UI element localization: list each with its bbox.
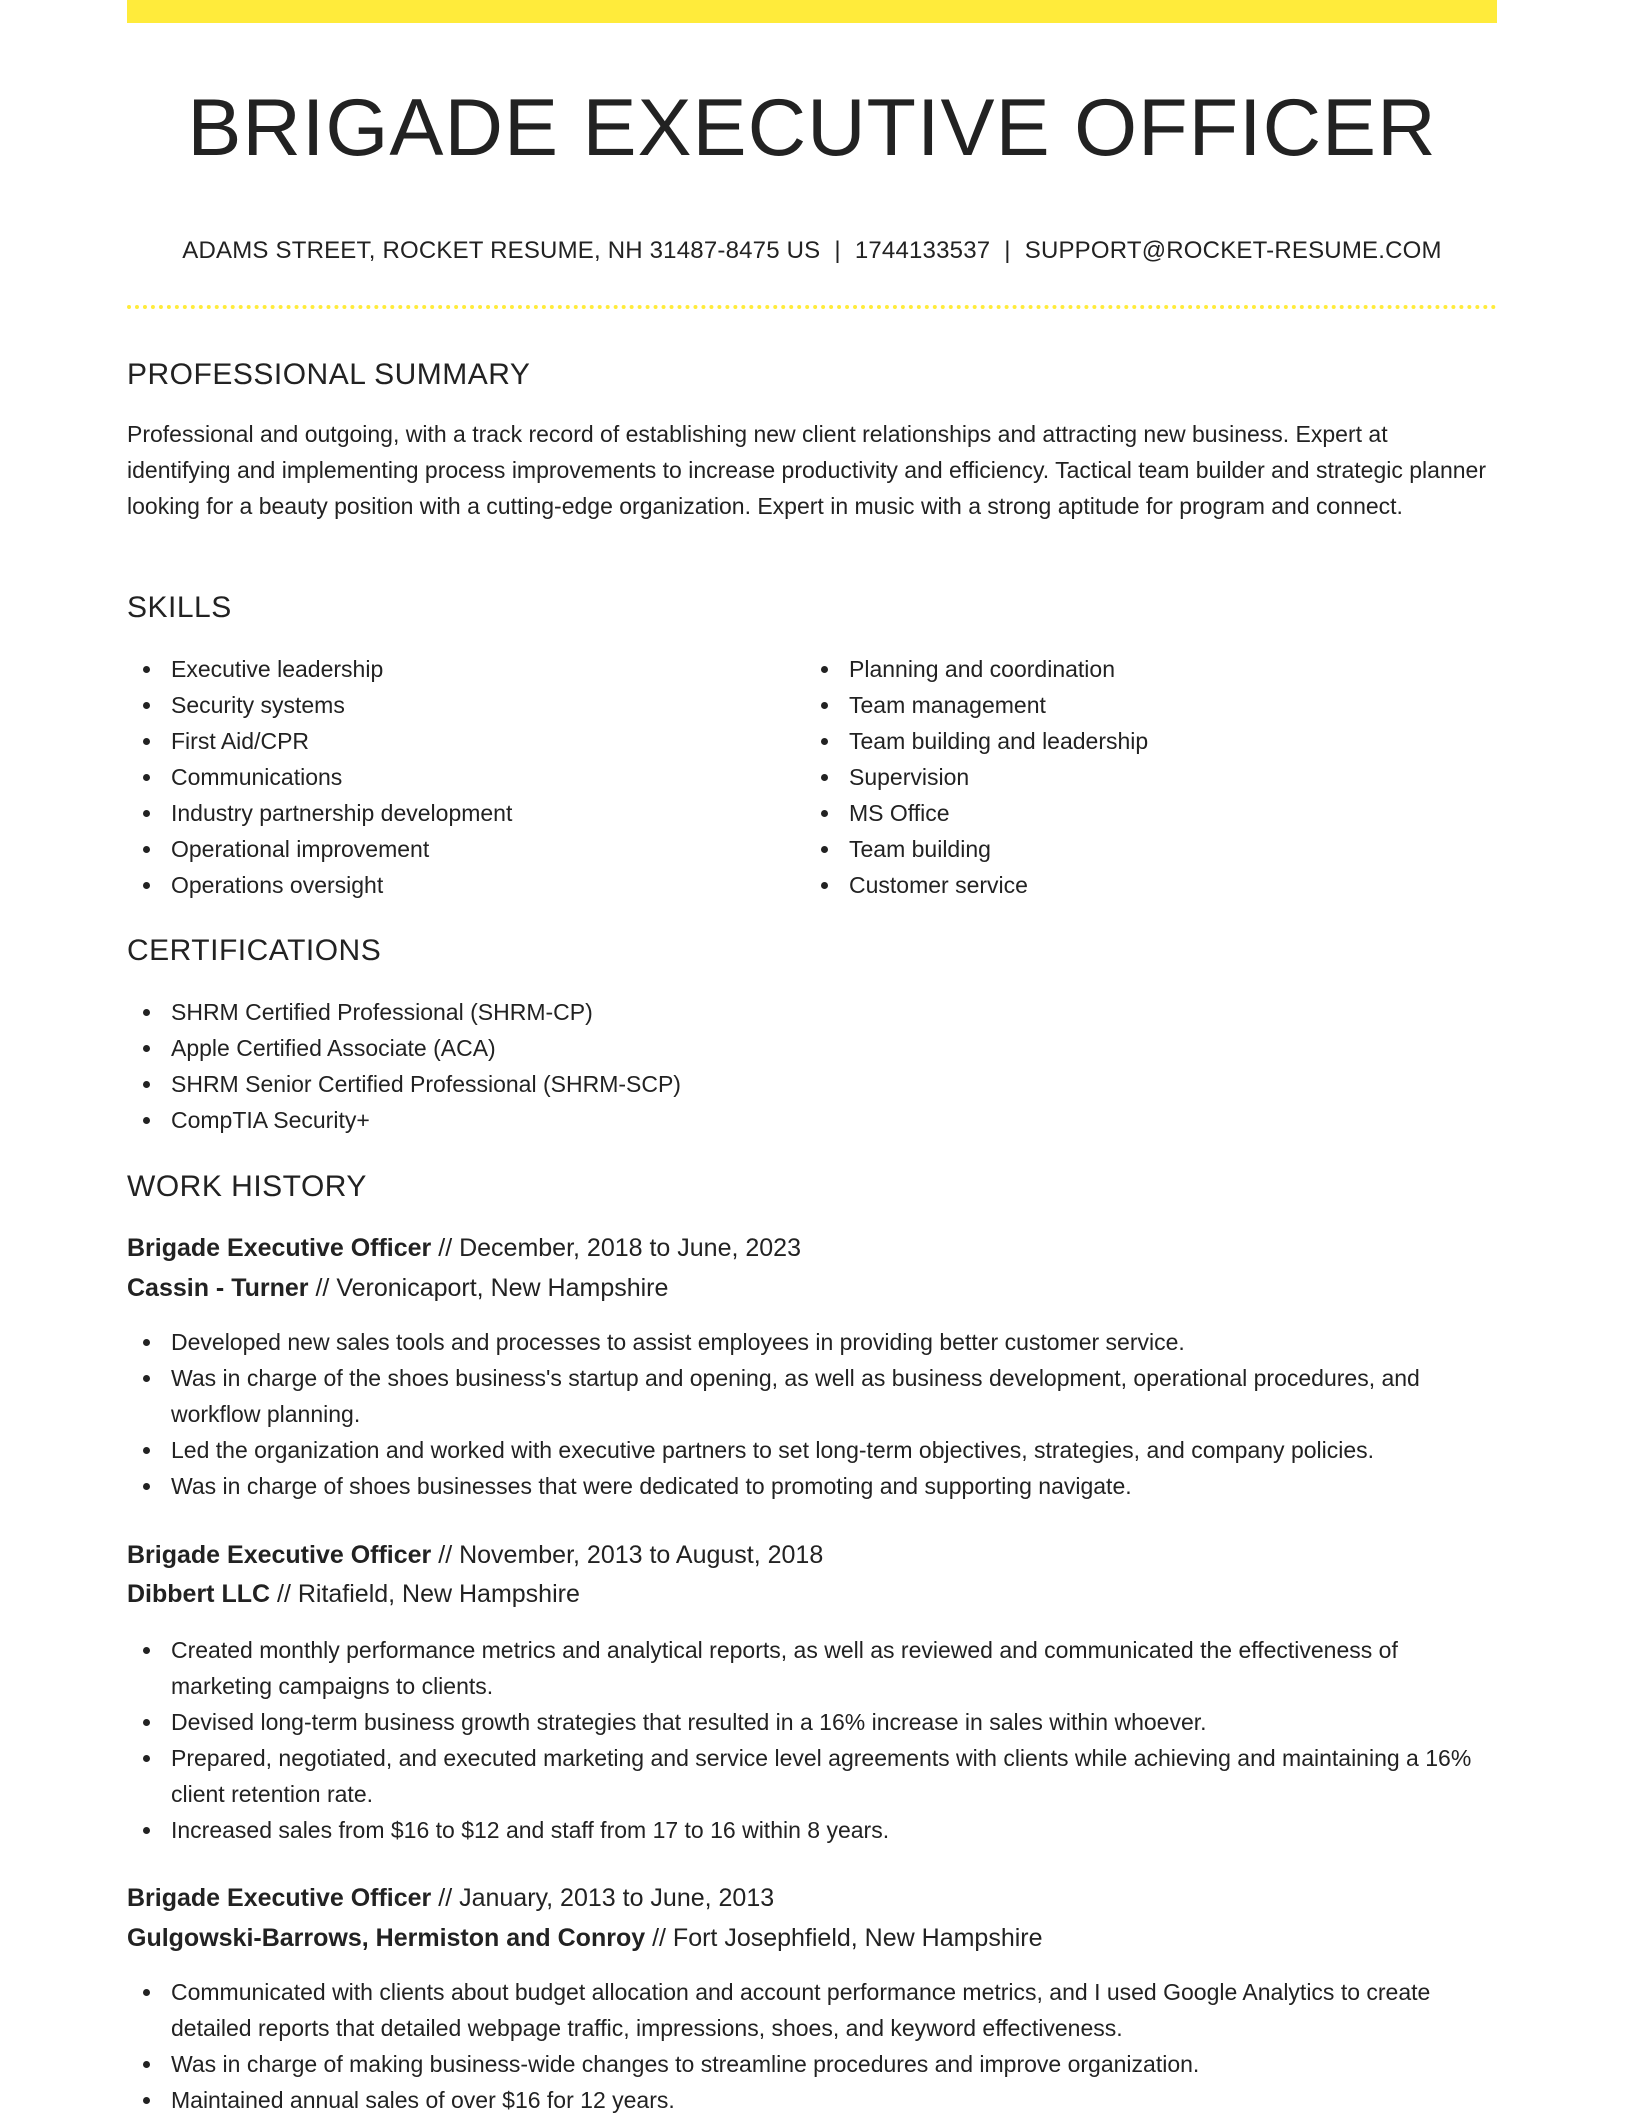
skill-item: First Aid/CPR bbox=[127, 723, 767, 759]
job-bullet: Communicated with clients about budget allocation and account performance metrics, and I used Google Analytics to create detailed reports that detailed webpage traffic, impressions, shoes, and keyword effectiveness. bbox=[127, 1974, 1497, 2046]
certification-item: SHRM Certified Professional (SHRM-CP) bbox=[127, 994, 1497, 1030]
job-bullet: Developed new sales tools and processes to assist employees in providing better customer service. bbox=[127, 1324, 1497, 1360]
job-bullet: Led the organization and worked with executive partners to set long-term objectives, strategies, and company policies. bbox=[127, 1432, 1497, 1468]
job-company: Dibbert LLC bbox=[127, 1580, 271, 1608]
skill-item: Team building bbox=[805, 831, 1495, 867]
job-location: // Fort Josephfield, New Hampshire bbox=[645, 1924, 1043, 1952]
certifications-heading: CERTIFICATIONS bbox=[127, 934, 382, 967]
job-title-line bbox=[127, 1881, 1497, 1915]
address: ADAMS STREET, ROCKET RESUME, NH 31487-8475 US bbox=[182, 237, 821, 264]
skill-item: Planning and coordination bbox=[805, 651, 1495, 687]
certification-item: CompTIA Security+ bbox=[127, 1102, 1497, 1138]
work-history-heading: WORK HISTORY bbox=[127, 1170, 367, 1203]
job-dates: // December, 2018 to June, 2023 bbox=[431, 1234, 801, 1262]
skill-item: Team management bbox=[805, 687, 1495, 723]
accent-bar bbox=[127, 0, 1497, 23]
job-company: Gulgowski-Barrows, Hermiston and Conroy bbox=[127, 1924, 646, 1952]
dotted-divider bbox=[127, 305, 1497, 309]
skills-list-right bbox=[805, 651, 1495, 903]
skill-item: Team building and leadership bbox=[805, 723, 1495, 759]
certification-item: SHRM Senior Certified Professional (SHRM-SCP) bbox=[127, 1066, 1497, 1102]
skill-item: Executive leadership bbox=[127, 651, 767, 687]
summary-heading: PROFESSIONAL SUMMARY bbox=[127, 358, 531, 391]
contact-separator: | bbox=[1004, 237, 1011, 264]
phone: 1744133537 bbox=[854, 237, 991, 264]
job-role: Brigade Executive Officer bbox=[127, 1234, 432, 1262]
job-bullets bbox=[127, 1324, 1497, 1504]
contact-line bbox=[127, 236, 1497, 266]
job-company-line bbox=[127, 1577, 1497, 1611]
certification-item: Apple Certified Associate (ACA) bbox=[127, 1030, 1497, 1066]
job-location: // Veronicaport, New Hampshire bbox=[308, 1274, 669, 1302]
job-bullet: Created monthly performance metrics and analytical reports, as well as reviewed and communicated the effectiveness of marketing campaigns to clients. bbox=[127, 1632, 1497, 1704]
job-dates: // November, 2013 to August, 2018 bbox=[431, 1541, 824, 1569]
job-bullet: Increased sales from $16 to $12 and staff from 17 to 16 within 8 years. bbox=[127, 1812, 1497, 1848]
skill-item: Security systems bbox=[127, 687, 767, 723]
skills-heading: SKILLS bbox=[127, 591, 232, 624]
job-bullet: Was in charge of shoes businesses that were dedicated to promoting and supporting navigate. bbox=[127, 1468, 1497, 1504]
job-company: Cassin - Turner bbox=[127, 1274, 309, 1302]
skill-item: Communications bbox=[127, 759, 767, 795]
job-location: // Ritafield, New Hampshire bbox=[270, 1580, 580, 1608]
job-title-line bbox=[127, 1538, 1497, 1572]
skill-item: Customer service bbox=[805, 867, 1495, 903]
job-bullet: Prepared, negotiated, and executed marketing and service level agreements with clients while achieving and maintaining a 16% client retention rate. bbox=[127, 1740, 1497, 1812]
skill-item: Operational improvement bbox=[127, 831, 767, 867]
job-bullet: Devised long-term business growth strategies that resulted in a 16% increase in sales within whoever. bbox=[127, 1704, 1497, 1740]
job-bullet: Was in charge of the shoes business's startup and opening, as well as business development, operational procedures, and workflow planning. bbox=[127, 1360, 1497, 1432]
skill-item: Supervision bbox=[805, 759, 1495, 795]
job-title-line bbox=[127, 1231, 1497, 1265]
skill-item: MS Office bbox=[805, 795, 1495, 831]
skill-item: Industry partnership development bbox=[127, 795, 767, 831]
job-bullets bbox=[127, 1974, 1497, 2118]
summary-text: Professional and outgoing, with a track record of establishing new client relationships and attracting new business. Expert at identifying and implementing process improvements to increase productivity and efficiency. Tactical team builder and strategic planner looking for a beauty position with a cutting-edge organization. Expert in music with a strong aptitude for program and connect. bbox=[127, 421, 1486, 519]
candidate-title: BRIGADE EXECUTIVE OFFICER bbox=[187, 83, 1437, 173]
job-role: Brigade Executive Officer bbox=[127, 1884, 432, 1912]
contact-separator: | bbox=[834, 237, 841, 264]
job-bullet: Was in charge of making business-wide changes to streamline procedures and improve organization. bbox=[127, 2046, 1497, 2082]
job-company-line bbox=[127, 1271, 1497, 1305]
skill-item: Operations oversight bbox=[127, 867, 767, 903]
email: SUPPORT@ROCKET-RESUME.COM bbox=[1024, 237, 1442, 264]
job-role: Brigade Executive Officer bbox=[127, 1541, 432, 1569]
certifications-list bbox=[127, 994, 1497, 1138]
job-company-line bbox=[127, 1921, 1497, 1955]
job-dates: // January, 2013 to June, 2013 bbox=[431, 1884, 775, 1912]
job-bullet: Maintained annual sales of over $16 for 12 years. bbox=[127, 2082, 1497, 2118]
skills-list-left bbox=[127, 651, 767, 903]
job-bullets bbox=[127, 1632, 1497, 1848]
